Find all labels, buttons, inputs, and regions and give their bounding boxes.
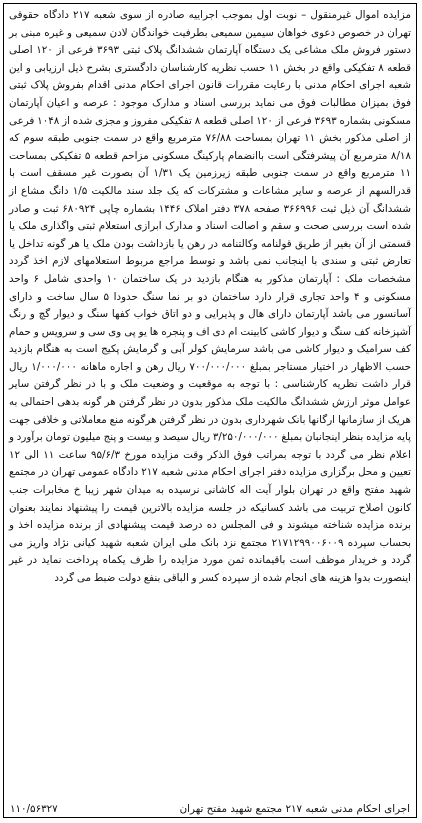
notice-body: مزایده اموال غیرمنقول – نوبت اول بموجب اجراییه صادره از سوی شعبه ۲۱۷ دادگاه حقوقی تهران در خصوص دعوی خواهان سیمین سمیعی بطرفیت خواندگان لادن سمیعی و غیره مبنی بر دستور فروش ملک مشاعی یک دستگاه آپارتمان ششدانگ پلاک ثبتی ۳۶۹۳ فرعی از ۱۲۰ اصلی قطعه ۸ تفکیکی واقع در بخش ۱۱ حسب نظریه کارشناسان دادگستری بشرح ذیل ارزیابی و این شعبه اجرای احکام مدنی با رعایت مقررات قانون اجرای احکام مدنی اقدام بفروش پلاک ثبتی فوق بمیزان مطالبات فوق می نماید بررسی اسناد و مدارک موجود : عرصه و اعیان آپارتمان مسکونی بشماره ۳۶۹۳ فرعی از ۱۲۰ اصلی قطعه ۸ تفکیکی مفروز و مجزی شده از ۱۰۴۸ فرعی از اصلی مذکور بخش ۱۱ تهران بمساحت ۷۶/۸۸ مترمربع واقع در سمت جنوبی طبقه سوم که ۸/۱۸ مترمربع آن پیشرفتگی است باانضمام پارکینگ مسکونی مزاحم قطعه ۵ تفکیکی بمساحت ۱۱ مترمربع واقع در سمت جنوبی طبقه زیرزمین یک ۱/۳۱ آن بصورت غیر مسقف است با قدرالسهم از عرصه و سایر مشاعات و مشترکات که یک جلد سند مالکیت ۱/۵ دانگ مشاع از ششدانگ آن ذیل ثبت ۳۶۶۹۹۶ صفحه ۳۷۸ دفتر املاک ۱۴۴۶ بشماره چاپی ۶۸۰۹۲۴ ثبت و صادر شده است بررسی صحت و سقم و اصالت اسناد و مدارک ابرازی استعلام ثبتی واگذاری ملک یا قسمتی از آن بغیر از طریق قولنامه وکالتنامه در رهن یا بازداشت بودن ملک یا هر گونه تداخل یا تعارض ثبتی و سندی با اینجانب نمی باشد و توسط مراجع مربوط استعلامهای لازم اخذ گردد مشخصات ملک : آپارتمان مذکور به هنگام بازدید در یک ساختمان ۱۰ واحدی شامل ۶ واحد مسکونی و ۴ واحد تجاری قرار دارد ساختمان دو بر نما سنگ حدودا ۵ سال ساخت و دارای آسانسور می باشد آپارتمان دارای هال و پذیرایی و دو اتاق خواب کفها سنگ و دیوار گچ و رنگ آشپزخانه کف سنگ و دیوار کاشی کابینت ام دی اف و پنجره ها یو پی وی سی و سرویس و حمام کف سرامیک و دیوار کاشی می باشد سرمایش کولر آبی و گرمایش پکیج است به هنگام بازدید حسب الاظهار در اختیار مستاجر بمبلغ ۷۰۰/۰۰۰/۰۰۰ ریال رهن و اجاره ماهانه ۱/۰۰۰/۰۰۰ ریال قرار داشت نظریه کارشناسی : با توجه به موقعیت و وضعیت ملک و با در نظر گرفتن سایر عوامل موثر ارزش ششدانگ مالکیت ملک مذکور بدون در نظر گرفتن هر گونه بدهی احتمالی به هریک از سازمانها ارگانها بانک شهرداری بدون در نظر گرفتن هرگونه منع معاملاتی و خلافی جهت پایه مزایده بنظر اینجانبان بمبلغ ۳/۲۵۰/۰۰۰/۰۰۰ ریال سیصد و بیست و پنج میلیون تومان برآورد و اعلام نظر می گردد با توجه بمراتب فوق الذکر وقت مزایده مورخ ۹۵/۶/۳ ساعت ۱۱ الی ۱۲ تعیین و محل برگزاری مزایده دفتر اجرای احکام مدنی شعبه ۲۱۷ دادگاه عمومی تهران در مجتمع شهید مفتح واقع در تهران بلوار آیت اله کاشانی نرسیده به میدان شهر زیبا خ مخابرات جنب کانون اصلاح تربیت می باشد کسانیکه در جلسه مزایده بالاترین قیمت را پیشنهاد نمایند بعنوان برنده مزایده شناخته میشوند و فی المجلس ده درصد قیمت پیشنهادی از برنده مزایده اخذ و بحساب سپرده ۲۱۷۱۲۹۹۰۰۶۰۰۹ مجتمع نزد بانک ملی ایران شعبه شهید کیانی نژاد واریز می گردد و خریدار موظف است باقیمانده ثمن مورد مزایده را ظرف یکماه پرداخت نماید در غیر اینصورت بدوا هزینه های انجام شده از سپرده کسر و الباقی بنفع دولت ضبط می گردد bbox=[9, 9, 412, 584]
notice-footer bbox=[4, 800, 416, 817]
reference-number: ۱۱۰/۵۶۳۲۷ bbox=[10, 802, 58, 815]
legal-notice bbox=[3, 3, 417, 818]
footer-office: اجرای احکام مدنی شعبه ۲۱۷ مجتمع شهید مفتح تهران bbox=[179, 802, 410, 815]
